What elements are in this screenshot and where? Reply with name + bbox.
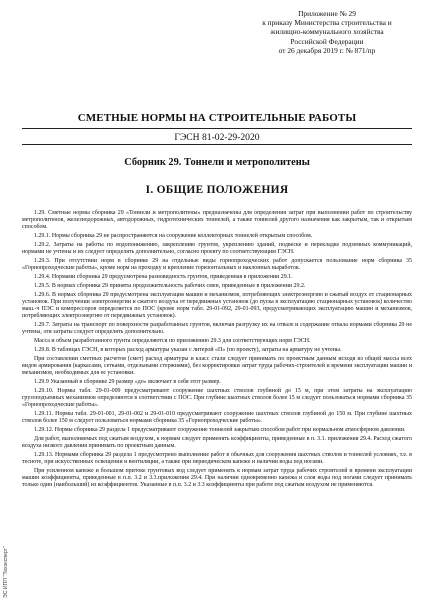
document-title: СМЕТНЫЕ НОРМЫ НА СТРОИТЕЛЬНЫЕ РАБОТЫ: [77, 112, 357, 124]
appendix-ministry-line: жилищно-коммунального хозяйства: [270, 27, 384, 37]
section-title: I. ОБЩИЕ ПОЛОЖЕНИЯ: [145, 184, 289, 196]
body-text: [22, 210, 412, 491]
sidebar-watermark: ЭС ИПП "Техэксперт": [3, 546, 9, 598]
paragraph: 1.29. Сметные нормы сборника 29 «Тоннели и метрополитены» предназначены для определения затрат при выполнении работ по строительству метрополитенов, железнодорожных, автодорожных, гидротехнических тоннелей, а также тоннелей другого назначения как закрытым, так и открытым способом.: [22, 210, 412, 231]
paragraph: 1.29.3. При отсутствии норм в сборнике 29 на отдельные виды горнопроходческих работ допускается пользование норм сборника 35 «Горнопроходческие работы», кроме норм на проходку и крепление горизонтальных и наклонных выработок.: [22, 257, 412, 271]
appendix-date-line: от 26 декабря 2019 г. № 871/пр: [278, 45, 376, 55]
paragraph: 1.29.7. Затраты на транспорт по поверхности разработанных грунтов, включая разгрузку их на отвале и содержание отвала нормами сборника 29 не учтены, эти затраты следует определять дополнительно.: [22, 321, 412, 335]
paragraph: 1.29.9 Указанный в сборнике 29 размер «до» включает в себя этот размер.: [34, 378, 221, 385]
paragraph: 1.29.6. В нормах сборника 29 предусмотрена эксплуатация машин и механизмов, потребляющих электроэнергию и сжатый воздух от стационарных установок. При получении электроэнергии и сжатого воздуха от передвижных установок (до пуска в эксплуатацию стационарных установок) количество маш.-ч ПЭС и компрессоров определяется по ПОС (кроме норм табл. 29-01-092, 29-01-093, предусматривающих эксплуатацию машин и механизмов, потребляющих электроэнергию от передвижных установок).: [22, 291, 412, 319]
appendix-header: [242, 9, 412, 55]
paragraph: 1.29.11. Нормы табл. 29-01-001, 29-01-002 и 29-01-010 предусматривают сооружение шахтных стволов глубиной до 150 м. При глубине шахтных стволов более 150 м следует пользоваться нормами сборника 35 «Горнопроходческие работы».: [22, 410, 412, 424]
document-code: ГЭСН 81-02-29-2020: [22, 128, 412, 145]
paragraph: 1.29.2. Затраты на работы по водопонижению, закреплению грунтов, укреплению зданий, подвеске и перекладке подземных коммуникаций, нормами не учтены и их следует определять дополнительно, согласно проекту по соответствующим ГЭСН.: [22, 241, 412, 256]
appendix-country-line: Российской Федерации: [290, 36, 364, 46]
paragraph: 1.29.4. Нормами сборника 29 предусмотрена разновидность грунтов, приведенная в приложении 29.1.: [34, 273, 293, 280]
paragraph: 1.29.8. В таблицах ГЭСН, в которых расход арматуры указан с литерой «П» (по проекту), затраты на арматуру не учтены.: [34, 346, 342, 353]
paragraph: 1.29.1. Нормы сборника 29 не распространяются на сооружение коллекторных тоннелей открытым способом.: [34, 233, 313, 240]
paragraph: При усиленном капеже и большом притоке грунтовых вод следует применять к нормам затрат труда рабочих строителей и времени эксплуатации машин коэффициенты, приведенные в п.п. 3.2 и 3.3.приложения 29.4. При наличии одновременно капежа и слоя воды под ногами следует принимать только один (наибольший) из коэффициентов. Указанные в п.п. 3.2 и 3.3 коэффициенты при работе под сжатым воздухом не применяются.: [22, 467, 412, 488]
paragraph: 1.29.5. В нормах сборника 29 приняты продолжительность рабочих смен, приведенные в приложении 29.2.: [34, 282, 306, 289]
document-page: [22, 0, 412, 600]
collection-title: Сборник 29. Тоннели и метрополитены: [124, 157, 310, 168]
paragraph: 1.29.13. Нормами сборника 29 раздела 1 предусмотрено выполнение работ в обычных для сооружения шахтных стволов и тоннелей условиях, т.е. в тесноте, при искусственных освещении и вентиляции, а также при периодическом капеже и наличии воды под ногами.: [22, 451, 412, 465]
paragraph: Для работ, выполняемых под сжатым воздухом, к нормам следует применять коэффициенты, приведенные в п. 3.1. приложения 29.4. Расход сжатого воздуха низкого давления принимать по проектным данным.: [22, 435, 412, 449]
appendix-order-line: к приказу Министерства строительства и: [262, 18, 392, 28]
paragraph: 1.29.12. Нормы сборника 29 раздела 1 предусматривают сооружение тоннелей закрытым способом работ при нормальном атмосферном давлении.: [34, 426, 406, 433]
paragraph: Масса и объем разработанного грунта определяются по приложению 29.3 для соответствующих норм ГЭСН.: [34, 337, 311, 344]
paragraph: При составлении сметных расчетов (смет) расход арматуры и класс стали следует принимать по проектным данным исходя из общей массы всех видов армирования (каркасами, сетками, отдельными стержнями), без корректировки затрат труда рабочих-строителей и времени эксплуатации машин и механизмов, необходимых для ее установки.: [22, 355, 412, 376]
appendix-number: Приложение № 29: [298, 9, 356, 18]
paragraph: 1.29.10. Нормы табл. 29-01-009 предусматривают сооружение шахтных стволов глубиной до 15 м, при этом затраты на эксплуатацию грузоподъемных механизмов определяются в соответствии с ПОС. При глубине шахтных стволов более 15 м следует пользоваться нормами сборника 35 «Горнопроходческие работы».: [22, 387, 412, 408]
